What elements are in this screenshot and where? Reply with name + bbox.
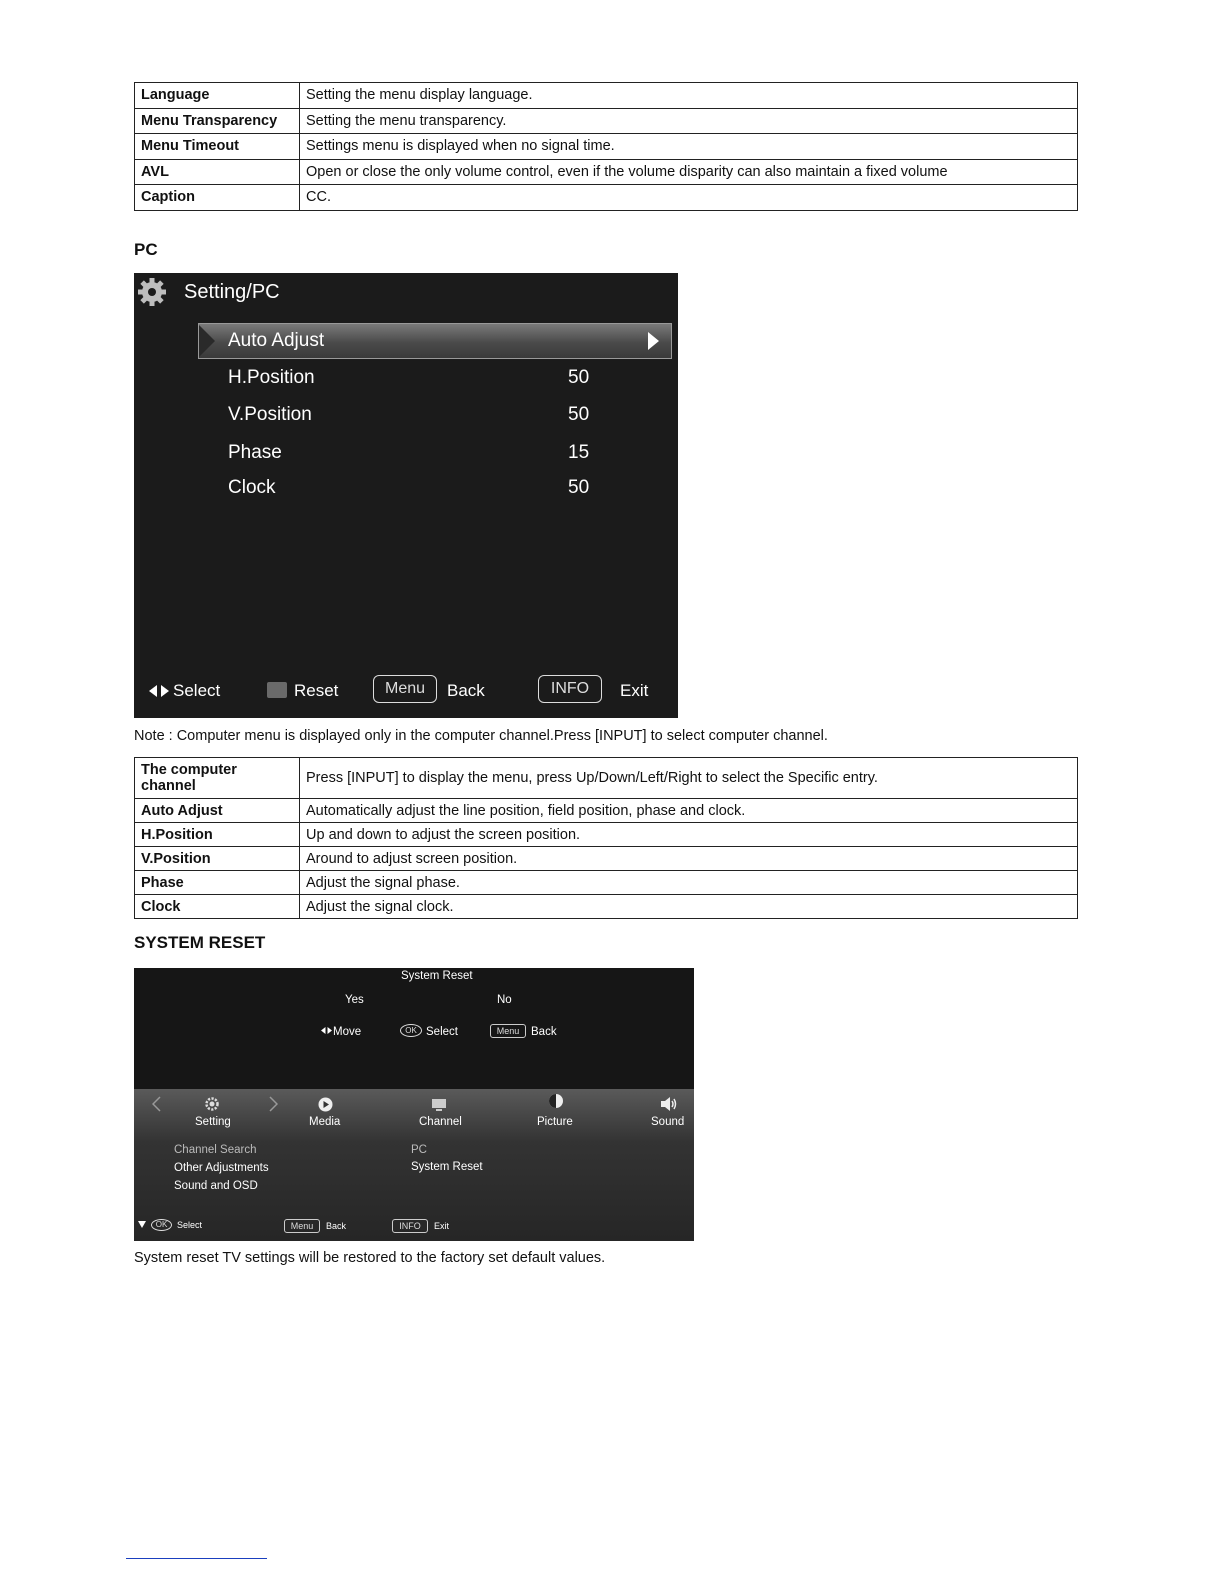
menu-pc[interactable]: PC [411, 1144, 427, 1156]
move-hint: Move [333, 1026, 362, 1038]
table-row [135, 871, 1078, 895]
left-right-arrows-icon [321, 1027, 332, 1034]
row-key: Menu Timeout [135, 134, 300, 160]
table-row [135, 83, 1078, 109]
ok-key-icon: OK [151, 1219, 172, 1231]
left-right-arrows-icon [149, 684, 169, 698]
menu-system-reset[interactable]: System Reset [411, 1161, 483, 1173]
row-desc: Adjust the signal clock. [300, 895, 1078, 919]
info-key-icon: INFO [538, 675, 602, 703]
select-hint: Select [426, 1026, 458, 1038]
footer-divider [126, 1558, 267, 1559]
menu-item-phase[interactable]: Phase [228, 442, 282, 463]
pc-heading: PC [134, 240, 158, 259]
table-row [135, 758, 1078, 799]
footer-exit-label: Exit [620, 681, 649, 700]
dialog-title: System Reset [401, 970, 473, 982]
table-row [135, 895, 1078, 919]
nav-picture[interactable]: Picture [537, 1116, 573, 1128]
row-desc: Open or close the only volume control, even if the volume disparity can also maintain a fixed volume [300, 159, 1078, 185]
arrow-down-icon [138, 1221, 146, 1228]
footer-reset-label: Reset [294, 681, 339, 700]
table-row [135, 159, 1078, 185]
arrow-right-icon [648, 332, 659, 350]
nav-setting[interactable]: Setting [195, 1116, 231, 1128]
row-key: Menu Transparency [135, 108, 300, 134]
menu-item-h-position[interactable]: H.Position [228, 367, 315, 388]
table-row [135, 847, 1078, 871]
table-row [135, 134, 1078, 160]
yes-option[interactable]: Yes [345, 994, 364, 1006]
no-option[interactable]: No [497, 994, 512, 1006]
menu-sound-and-osd[interactable]: Sound and OSD [174, 1180, 258, 1192]
chevron-left-icon[interactable] [152, 1096, 161, 1112]
table-row [135, 799, 1078, 823]
back-hint: Back [531, 1026, 557, 1038]
menu-item-clock[interactable]: Clock [228, 477, 276, 498]
nav-media[interactable]: Media [309, 1116, 341, 1128]
settings-table [134, 82, 1078, 211]
row-key: V.Position [135, 847, 300, 871]
row-desc: CC. [300, 185, 1078, 211]
row-desc: Setting the menu transparency. [300, 108, 1078, 134]
row-desc: Up and down to adjust the screen position. [300, 823, 1078, 847]
system-reset-heading: SYSTEM RESET [134, 933, 266, 952]
menu-item-label: Auto Adjust [228, 330, 325, 351]
footer-back-label: Back [447, 681, 485, 700]
row-key: Clock [135, 895, 300, 919]
pc-settings-screen [134, 273, 678, 718]
play-icon [318, 1097, 333, 1112]
row-desc: Settings menu is displayed when no signal time. [300, 134, 1078, 160]
bottom-select-hint: Select [177, 1220, 203, 1230]
row-key: The computer channel [135, 758, 300, 799]
footer-select-label: Select [173, 681, 221, 700]
gear-icon [204, 1096, 220, 1112]
nav-sound[interactable]: Sound [651, 1116, 685, 1128]
menu-item-v-position[interactable]: V.Position [228, 404, 312, 425]
system-reset-screen [134, 968, 694, 1241]
menu-other-adjustments[interactable]: Other Adjustments [174, 1162, 269, 1174]
speaker-icon [660, 1096, 678, 1112]
table-row [135, 823, 1078, 847]
nav-channel[interactable]: Channel [419, 1116, 462, 1128]
row-desc: Around to adjust screen position. [300, 847, 1078, 871]
table-row [135, 185, 1078, 211]
screen-title: Setting/PC [184, 281, 280, 303]
ok-key-icon: OK [400, 1024, 422, 1037]
menu-key-icon: Menu [373, 675, 437, 703]
row-key: AVL [135, 159, 300, 185]
menu-item-value: 50 [568, 477, 590, 498]
bottom-exit-hint: Exit [434, 1221, 450, 1231]
menu-key-icon: Menu [490, 1024, 526, 1038]
row-desc: Press [INPUT] to display the menu, press Up/Down/Left/Right to select the Specific entry. [300, 758, 1078, 799]
row-key: H.Position [135, 823, 300, 847]
chevron-right-icon[interactable] [269, 1096, 278, 1112]
table-row [135, 108, 1078, 134]
reset-key-icon [267, 682, 287, 698]
row-desc: Automatically adjust the line position, field position, phase and clock. [300, 799, 1078, 823]
row-key: Language [135, 83, 300, 109]
picture-icon [548, 1093, 564, 1109]
menu-item-value: 15 [568, 442, 590, 463]
row-desc: Setting the menu display language. [300, 83, 1078, 109]
monitor-icon [431, 1098, 447, 1112]
selection-notch-icon [199, 325, 215, 357]
pc-note: Note : Computer menu is displayed only in the computer channel.Press [INPUT] to select computer channel. [134, 728, 828, 744]
menu-key-icon: Menu [284, 1219, 320, 1233]
info-key-icon: INFO [392, 1219, 428, 1233]
gear-icon [137, 277, 167, 307]
row-key: Phase [135, 871, 300, 895]
menu-channel-search[interactable]: Channel Search [174, 1144, 257, 1156]
menu-item-value: 50 [568, 367, 590, 388]
bottom-back-hint: Back [326, 1221, 347, 1231]
row-desc: Adjust the signal phase. [300, 871, 1078, 895]
pc-table [134, 757, 1078, 919]
row-key: Caption [135, 185, 300, 211]
row-key: Auto Adjust [135, 799, 300, 823]
system-reset-note: System reset TV settings will be restored to the factory set default values. [134, 1250, 606, 1266]
menu-item-value: 50 [568, 404, 590, 425]
